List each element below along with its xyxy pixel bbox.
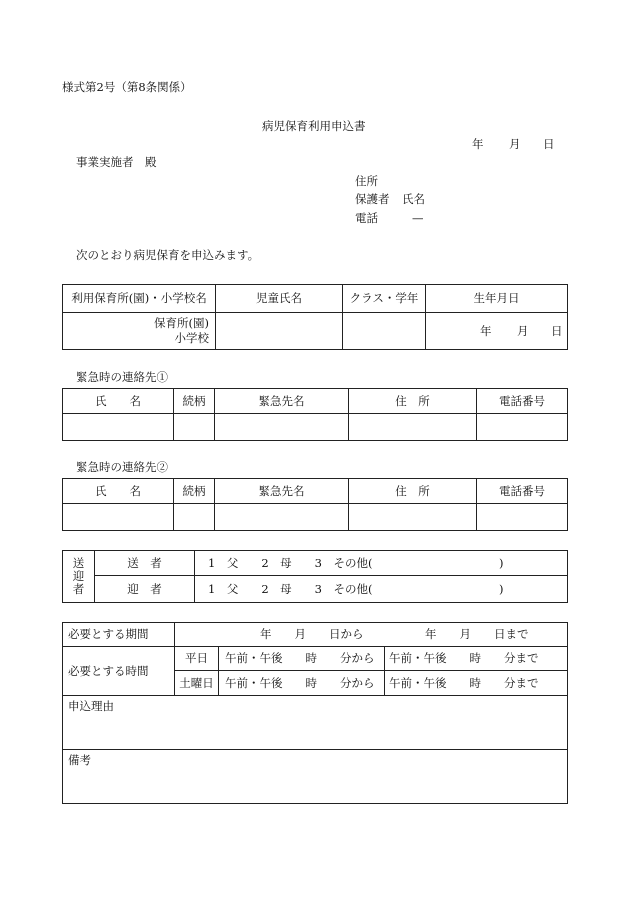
date-year: 年 <box>472 137 484 151</box>
emergency1-label: 緊急時の連絡先① <box>76 370 168 384</box>
header-class-grade: クラス・学年 <box>343 285 426 313</box>
emergency1-header-relation: 続柄 <box>174 389 215 414</box>
emergency1-phone-cell[interactable] <box>477 414 568 441</box>
emergency2-phone-cell[interactable] <box>477 504 568 531</box>
emergency1-relation-cell[interactable] <box>174 414 215 441</box>
emergency2-header-address: 住 所 <box>349 479 477 504</box>
emergency1-header-phone: 電話番号 <box>477 389 568 414</box>
birth-year: 年 <box>480 324 492 338</box>
reason-field[interactable] <box>63 696 568 750</box>
weekday-time-from[interactable]: 午前・午後 時 分から <box>219 647 385 671</box>
emergency2-header-relation: 続柄 <box>174 479 215 504</box>
emergency1-address-cell[interactable] <box>349 414 477 441</box>
applicant-address-label: 住所 <box>355 174 378 188</box>
transport-side-label <box>63 551 95 603</box>
saturday-time-to[interactable]: 午前・午後 時 分まで <box>385 671 568 696</box>
drop-off-close-paren: ) <box>499 556 504 570</box>
transport-table <box>62 550 568 603</box>
addressee: 事業実施者 殿 <box>76 155 157 169</box>
form-title: 病児保育利用申込書 <box>262 119 366 133</box>
facility-type-nursery: 保育所(園) <box>154 316 209 331</box>
period-value[interactable] <box>175 623 568 647</box>
pick-up-options[interactable] <box>195 576 568 603</box>
remarks-field[interactable] <box>63 750 568 804</box>
saturday-time-from[interactable]: 午前・午後 時 分から <box>219 671 385 696</box>
remarks-label: 備考 <box>68 753 91 767</box>
class-grade-cell[interactable] <box>343 313 426 350</box>
birth-month: 月 <box>517 324 529 338</box>
header-child-name: 児童氏名 <box>216 285 343 313</box>
pick-up-close-paren: ) <box>499 582 504 596</box>
date-day: 日 <box>543 137 555 151</box>
facility-name-cell[interactable] <box>63 313 216 350</box>
emergency1-contact-name-cell[interactable] <box>215 414 349 441</box>
reason-label: 申込理由 <box>68 699 114 713</box>
emergency2-header-phone: 電話番号 <box>477 479 568 504</box>
period-from-text: 年 月 日から <box>260 627 364 641</box>
emergency1-header-name: 氏 名 <box>63 389 174 414</box>
applicant-phone-label: 電話 <box>355 211 378 225</box>
drop-off-label: 送 者 <box>95 551 195 576</box>
facility-type-school: 小学校 <box>174 331 209 345</box>
period-label: 必要とする期間 <box>63 623 175 647</box>
emergency1-header-address: 住 所 <box>349 389 477 414</box>
emergency2-address-cell[interactable] <box>349 504 477 531</box>
drop-off-options-text: 1 父 2 母 3 その他( <box>208 556 373 570</box>
applicant-phone-dash: — <box>412 211 424 225</box>
drop-off-options[interactable] <box>195 551 568 576</box>
weekday-time-to[interactable]: 午前・午後 時 分まで <box>385 647 568 671</box>
header-birth-date: 生年月日 <box>426 285 568 313</box>
emergency1-table <box>62 388 568 441</box>
birth-date-cell[interactable] <box>426 313 568 350</box>
emergency2-name-cell[interactable] <box>63 504 174 531</box>
emergency2-label: 緊急時の連絡先② <box>76 460 168 474</box>
pick-up-label: 迎 者 <box>95 576 195 603</box>
intro-text: 次のとおり病児保育を申込みます。 <box>76 248 260 262</box>
emergency2-table <box>62 478 568 531</box>
applicant-name-label: 氏名 <box>402 192 425 206</box>
form-number: 様式第2号（第8条関係） <box>62 80 192 94</box>
saturday-label: 土曜日 <box>175 671 219 696</box>
emergency1-name-cell[interactable] <box>63 414 174 441</box>
applicant-guardian-label: 保護者 <box>355 192 390 206</box>
time-label: 必要とする時間 <box>63 647 175 696</box>
emergency1-header-contact-name: 緊急先名 <box>215 389 349 414</box>
date-month: 月 <box>509 137 521 151</box>
emergency2-header-contact-name: 緊急先名 <box>215 479 349 504</box>
birth-day: 日 <box>551 324 563 338</box>
emergency2-contact-name-cell[interactable] <box>215 504 349 531</box>
emergency2-header-name: 氏 名 <box>63 479 174 504</box>
header-facility-name: 利用保育所(園)・小学校名 <box>63 285 216 313</box>
child-name-cell[interactable] <box>216 313 343 350</box>
period-to-text: 年 月 日まで <box>425 627 529 641</box>
emergency2-relation-cell[interactable] <box>174 504 215 531</box>
child-info-table <box>62 284 568 350</box>
period-table <box>62 622 568 804</box>
weekday-label: 平日 <box>175 647 219 671</box>
transport-side-label-text: 送迎者 <box>72 555 85 597</box>
pick-up-options-text: 1 父 2 母 3 その他( <box>208 582 373 596</box>
